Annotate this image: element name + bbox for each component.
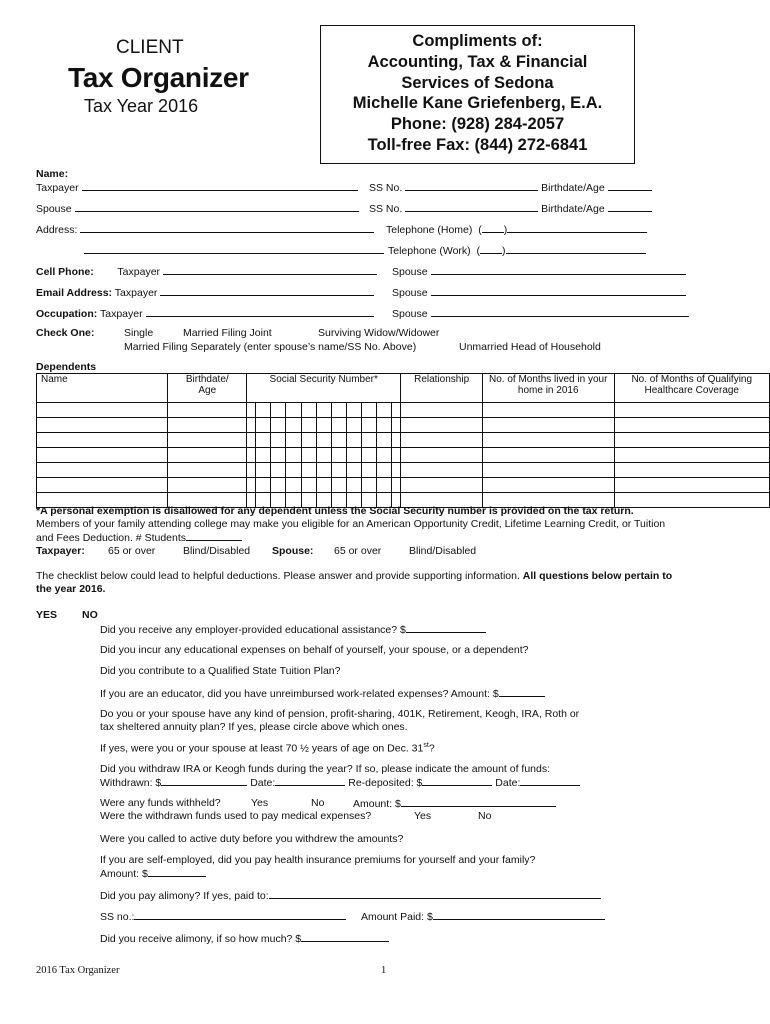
medical-yes-option[interactable]: Yes	[414, 810, 432, 822]
spouse-label: Spouse	[392, 308, 428, 320]
option-head-of-household[interactable]: Unmarried Head of Household	[459, 341, 601, 353]
spouse-birthdate-field[interactable]	[608, 202, 652, 212]
question-educational-expenses: Did you incur any educational expenses on behalf of yourself, your spouse, or a dependent?	[100, 644, 529, 656]
taxpayer-ss-row	[369, 181, 652, 194]
ss-label: SS No.	[369, 182, 403, 194]
address-field-2[interactable]	[84, 244, 384, 254]
email-spouse-field[interactable]	[431, 286, 686, 296]
checklist-intro	[36, 570, 672, 582]
self-employed-amount-field[interactable]	[148, 867, 206, 877]
college-note-1: Members of your family attending college may make you eligible for an American Opportunity Credit, Lifetime Learning Credit, or Tuition	[36, 518, 666, 530]
occupation-spouse-row	[392, 307, 689, 320]
compliments-line: Michelle Kane Griefenberg, E.A.	[352, 94, 603, 113]
spouse-label: Spouse	[36, 203, 72, 215]
yes-header: YES	[36, 609, 58, 621]
tax-year: Tax Year 2016	[84, 96, 199, 116]
question-medical-expenses: Were the withdrawn funds used to pay medical expenses?	[100, 810, 372, 822]
name-label: Name:	[36, 168, 69, 180]
self-employed-amount	[100, 867, 206, 880]
col-healthcare: No. of Months of Qualifying Healthcare Coverage	[614, 374, 770, 403]
question-funds-withheld	[100, 797, 221, 809]
compliments-line: Services of Sedona	[401, 73, 554, 92]
question-tuition-plan: Did you contribute to a Qualified State Tuition Plan?	[100, 665, 341, 677]
taxpayer-label: Taxpayer	[100, 308, 143, 320]
withdrawn-date-field[interactable]	[275, 776, 345, 786]
alimony-ss-field[interactable]	[134, 910, 346, 920]
birthdate-label: Birthdate/Age	[541, 203, 605, 215]
col-name: Name	[37, 374, 168, 403]
table-row[interactable]	[37, 403, 770, 418]
email-spouse-row	[392, 286, 686, 299]
withheld-no-option[interactable]: No	[311, 797, 325, 809]
withheld-amount-field[interactable]	[401, 797, 556, 807]
taxpayer-name-field[interactable]	[82, 181, 358, 191]
col-birthdate: Birthdate/ Age	[168, 374, 247, 403]
paren: )	[503, 224, 508, 236]
table-row[interactable]	[37, 463, 770, 478]
question-end: ?	[428, 742, 435, 755]
spouse-65-option[interactable]: 65 or over	[334, 545, 382, 557]
spouse-blind-option[interactable]: Blind/Disabled	[409, 545, 477, 557]
taxpayer-status-label: Taxpayer:	[36, 545, 85, 557]
col-relationship: Relationship	[401, 374, 483, 403]
address-field[interactable]	[80, 223, 374, 233]
occupation-spouse-field[interactable]	[431, 307, 689, 317]
ss-label: SS no.:	[100, 911, 135, 923]
question-pension-2: tax sheltered annuity plan? If yes, please circle above which ones.	[100, 721, 408, 733]
students-field[interactable]	[186, 531, 242, 541]
option-single[interactable]: Single	[124, 327, 154, 339]
email-label: Email Address:	[36, 287, 113, 299]
tel-work-area-field[interactable]	[480, 244, 502, 254]
spouse-ss-field[interactable]	[405, 202, 538, 212]
col-months-lived: No. of Months lived in your home in 2016	[482, 374, 614, 403]
paren: )	[502, 245, 506, 257]
compliments-line: Toll-free Fax: (844) 272-6841	[367, 135, 588, 154]
question-text: If yes, were you or your spouse at least 70 ½ years of age on Dec. 31	[100, 742, 424, 755]
tel-home-area-field[interactable]	[482, 223, 504, 233]
email-taxpayer-field[interactable]	[160, 286, 374, 296]
tel-home-field[interactable]	[507, 223, 647, 233]
alimony-received-field[interactable]	[301, 932, 389, 942]
question-ira-withdraw: Did you withdraw IRA or Keogh funds during the year? If so, please indicate the amount of funds:	[100, 763, 551, 775]
birthdate-label: Birthdate/Age	[541, 182, 605, 194]
tel-work-field[interactable]	[506, 244, 646, 254]
question-text: Did you pay alimony? If yes, paid to:	[100, 890, 269, 902]
taxpayer-label: Taxpayer	[117, 266, 161, 278]
address-row	[36, 223, 374, 236]
no-header: NO	[82, 609, 98, 621]
check-one-label: Check One:	[36, 327, 95, 339]
page-number: 1	[381, 965, 387, 976]
occupation-row	[36, 307, 374, 320]
compliments-line: Accounting, Tax & Financial	[367, 52, 588, 71]
option-surviving-widow[interactable]: Surviving Widow/Widower	[318, 327, 440, 339]
redeposited-label: Re-deposited: $	[348, 777, 423, 789]
compliments-line: Compliments of:	[412, 32, 543, 50]
alimony-amount-row	[361, 910, 605, 923]
table-row[interactable]	[37, 433, 770, 448]
redeposited-date-field[interactable]	[520, 776, 580, 786]
cell-phone-label: Cell Phone:	[36, 266, 94, 278]
table-row[interactable]	[37, 418, 770, 433]
question-alimony-paid	[100, 889, 601, 902]
question-self-employed: If you are self-employed, did you pay health insurance premiums for yourself and your family?	[100, 854, 536, 866]
educational-assistance-field[interactable]	[406, 623, 486, 633]
date-label: Date:	[250, 777, 276, 789]
question-text: Did you receive any employer-provided educational assistance? $	[100, 624, 406, 636]
taxpayer-label: Taxpayer	[114, 287, 158, 299]
taxpayer-label: Taxpayer	[36, 182, 79, 194]
question-text: If you are an educator, did you have unreimbursed work-related expenses? Amount: $	[100, 688, 499, 700]
taxpayer-65-option[interactable]: 65 or over	[108, 545, 156, 557]
question-active-duty: Were you called to active duty before you withdrew the amounts?	[100, 833, 404, 845]
tel-work-row	[388, 244, 646, 257]
college-note-2	[36, 531, 242, 544]
ss-label: SS No.	[369, 203, 403, 215]
withheld-amount	[353, 797, 556, 810]
checklist-bold-2: the year 2016.	[36, 583, 106, 595]
checklist-text: The checklist below could lead to helpful deductions. Please answer and provide supporting information.	[36, 570, 520, 582]
spouse-label: Spouse	[392, 287, 428, 299]
dependents-header-row	[37, 374, 770, 403]
amount-label: Amount: $	[353, 798, 401, 810]
taxpayer-row	[36, 181, 358, 194]
col-ssn: Social Security Number*	[247, 374, 401, 403]
spouse-name-field[interactable]	[75, 202, 359, 212]
occupation-label: Occupation:	[36, 308, 98, 320]
cell-spouse-field[interactable]	[431, 265, 686, 275]
dependents-label: Dependents	[36, 361, 97, 373]
taxpayer-blind-option[interactable]: Blind/Disabled	[183, 545, 251, 557]
alimony-paid-to-field[interactable]	[269, 889, 601, 899]
question-pension-1: Do you or your spouse have any kind of pension, profit-sharing, 401K, Retirement, Keogh, IRA, Roth or	[100, 708, 580, 720]
dependents-table	[36, 373, 770, 508]
email-row	[36, 286, 374, 299]
educator-amount-field[interactable]	[499, 687, 545, 697]
occupation-taxpayer-field[interactable]	[146, 307, 374, 317]
question-age-70	[100, 742, 435, 755]
amount-paid-label: Amount Paid: $	[361, 911, 433, 923]
table-row[interactable]	[37, 448, 770, 463]
cell-taxpayer-field[interactable]	[163, 265, 377, 275]
withdrawn-label: Withdrawn: $	[100, 777, 162, 789]
footer-title: 2016 Tax Organizer	[36, 965, 120, 976]
tel-home-row	[386, 223, 647, 236]
taxpayer-birthdate-field[interactable]	[608, 181, 652, 191]
students-label: and Fees Deduction. # Students	[36, 532, 187, 544]
alimony-ss-row	[100, 910, 346, 923]
address-line2	[84, 244, 384, 257]
option-married-filing-separately[interactable]: Married Filing Separately (enter spouse’s name/SS No. Above)	[124, 341, 417, 353]
tel-work-label: Telephone (Work)	[388, 245, 471, 257]
question-alimony-received	[100, 932, 389, 945]
address-label: Address:	[36, 224, 78, 236]
alimony-amount-field[interactable]	[433, 910, 605, 920]
compliments-box	[320, 25, 635, 164]
tel-home-label: Telephone (Home)	[386, 224, 473, 236]
checklist-bold: All questions below pertain to	[522, 570, 673, 582]
exemption-note: *A personal exemption is disallowed for any dependent unless the Social Security number is provided on the tax return.	[36, 505, 634, 517]
spouse-status-label: Spouse:	[272, 545, 314, 557]
option-married-filing-joint[interactable]: Married Filing Joint	[183, 327, 272, 339]
withheld-yes-option[interactable]: Yes	[251, 797, 269, 809]
spouse-label: Spouse	[392, 266, 428, 278]
paren: (	[478, 224, 482, 236]
paren: (	[476, 245, 481, 257]
question-text: Did you receive alimony, if so how much? $	[100, 933, 302, 945]
spouse-ss-row	[369, 202, 652, 215]
client-heading: CLIENT	[116, 37, 184, 58]
table-row[interactable]	[37, 478, 770, 493]
compliments-line: Phone: (928) 284-2057	[390, 115, 565, 134]
taxpayer-ss-field[interactable]	[405, 181, 538, 191]
withdrawn-field[interactable]	[161, 776, 247, 786]
amount-label: Amount: $	[100, 868, 148, 880]
cell-phone-row	[36, 265, 377, 278]
question-text: Were any funds withheld?	[100, 797, 221, 809]
medical-no-option[interactable]: No	[478, 810, 492, 822]
redeposited-field[interactable]	[422, 776, 492, 786]
question-educator-expenses	[100, 687, 545, 700]
page-title: Tax Organizer	[68, 62, 249, 93]
withdrawal-details-row	[100, 776, 580, 789]
date-label: Date:	[495, 777, 521, 789]
question-educational-assistance	[100, 623, 486, 636]
cell-spouse-row	[392, 265, 686, 278]
superscript: st	[423, 742, 429, 749]
spouse-row	[36, 202, 359, 215]
